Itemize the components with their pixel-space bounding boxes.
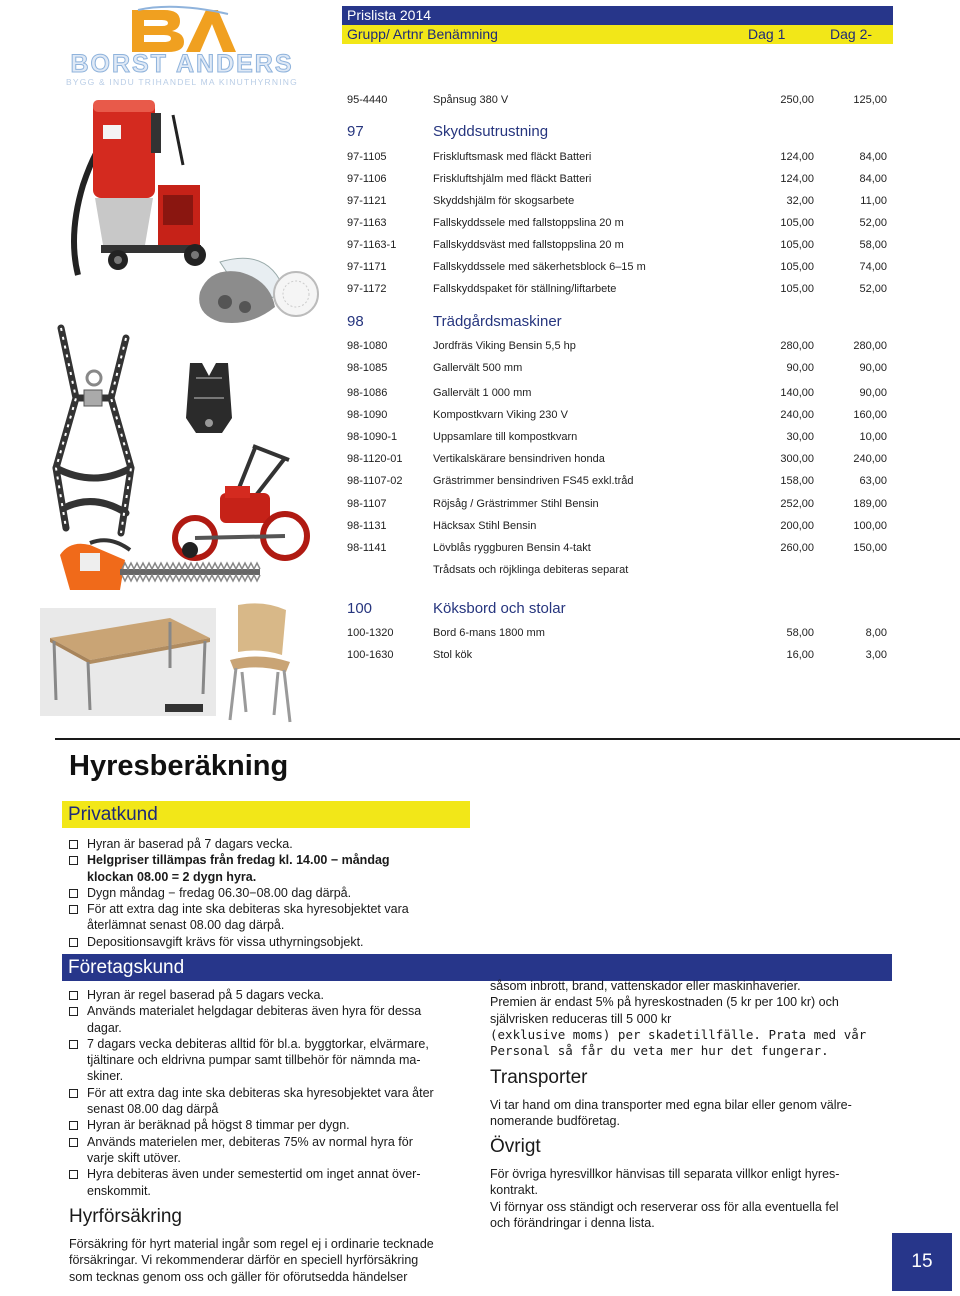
price-list-header: Prislista 2014	[342, 6, 893, 25]
bullet-text-line: Används materialet helgdagar debiteras även hyra för dessa	[87, 1004, 422, 1019]
checkbox-bullet-icon	[69, 1007, 78, 1016]
checkbox-bullet-icon	[69, 889, 78, 898]
text-line: såsom inbrott, brand, vattenskador eller maskinhaverier.	[490, 979, 801, 993]
bullet-text-line: tjältinare och eldrivna pumpar samt tillbehör för nämnda ma-	[87, 1053, 421, 1068]
article-name: Fallskyddsväst med fallstoppslina 20 m	[433, 239, 624, 251]
text-line: och förändringar i denna lista.	[490, 1215, 655, 1230]
article-name: Fallskyddssele med fallstoppslina 20 m	[433, 217, 624, 229]
bullet-text-line: För att extra dag inte ska debiteras ska hyresobjektet vara	[87, 902, 409, 917]
article-code: 97-1106	[347, 173, 387, 185]
price-day1: 158,00	[780, 475, 814, 487]
insurance-heading: Hyrförsäkring	[69, 1206, 182, 1227]
column-header-day1: Dag 1	[748, 26, 786, 42]
checkbox-bullet-icon	[69, 1089, 78, 1098]
price-day1: 200,00	[780, 520, 814, 532]
category-number: 100	[347, 600, 373, 617]
text-line: Vi förnyar oss ständigt och reserverar oss för alla eventuella fel	[490, 1199, 839, 1214]
price-day2: 63,00	[859, 475, 887, 487]
article-name: Skyddshjälm för skogsarbete	[433, 195, 575, 207]
article-name: Kompostkvarn Viking 230 V	[433, 409, 568, 421]
price-day2: 90,00	[859, 387, 887, 399]
table-row	[347, 281, 887, 297]
price-day1: 90,00	[786, 362, 814, 374]
text-line: Premien är endast 5% på hyreskostnaden (5 kr per 100 kr) och	[490, 995, 839, 1010]
bullet-item	[69, 901, 474, 934]
transport-text	[490, 1097, 852, 1130]
price-day2: 8,00	[865, 627, 887, 639]
text-line: försäkringar. Vi rekommenderar därför en speciell hyrförsäkring	[69, 1253, 419, 1268]
table-row	[347, 429, 887, 445]
article-code: 98-1107-02	[347, 475, 403, 487]
article-name: Fallskyddspaket för ställning/liftarbete	[433, 283, 617, 295]
table-row	[347, 215, 887, 231]
price-day1: 124,00	[780, 151, 814, 163]
checkbox-bullet-icon	[69, 905, 78, 914]
price-day2: 150,00	[853, 542, 887, 554]
category-number: 97	[347, 123, 364, 140]
article-code: 98-1141	[347, 542, 387, 554]
bullet-text-line: Hyran är baserad på 7 dagars vecka.	[87, 837, 293, 851]
article-code: 100-1320	[347, 627, 394, 639]
bullet-text-line: Hyran är beräknad på högst 8 timmar per dygn.	[87, 1118, 350, 1133]
bullet-item	[69, 1036, 474, 1085]
checkbox-bullet-icon	[69, 1170, 78, 1179]
bullet-text-line: 7 dagars vecka debiteras alltid för bl.a. byggtorkar, elvärmare,	[87, 1036, 429, 1051]
page-number: 15	[892, 1233, 952, 1291]
bullet-item	[69, 852, 474, 885]
text-line: självrisken reduceras till 5 000 kr	[490, 1011, 672, 1026]
bullet-text-line: enskommit.	[87, 1183, 151, 1198]
price-day1: 240,00	[780, 409, 814, 421]
article-name: Vertikalskärare bensindriven honda	[433, 453, 605, 465]
bullet-text-line: Används materielen mer, debiteras 75% av normal hyra för	[87, 1134, 413, 1149]
category-note: Trådsats och röjklinga debiteras separat	[433, 564, 629, 576]
article-code: 98-1080	[347, 340, 388, 352]
bullet-text-line: Helgpriser tillämpas från fredag kl. 14.00 − måndag	[87, 853, 390, 868]
price-day2: 52,00	[859, 217, 887, 229]
bullet-text-line: skiner.	[87, 1069, 124, 1084]
price-day2: 74,00	[859, 261, 887, 273]
article-code: 98-1090	[347, 409, 388, 421]
bullet-item	[69, 934, 474, 950]
rental-calculation-title: Hyresberäkning	[69, 750, 289, 782]
bullet-text-line: Hyran är regel baserad på 5 dagars vecka.	[87, 988, 324, 1002]
other-text	[490, 1166, 839, 1231]
article-code: 97-1171	[347, 261, 387, 273]
price-day2: 3,00	[865, 649, 887, 661]
bullet-text-line: Hyra debiteras även under semestertid om inget annat över-	[87, 1167, 421, 1182]
checkbox-bullet-icon	[69, 856, 78, 865]
article-name: Gallervält 500 mm	[433, 362, 523, 374]
bullet-item	[69, 836, 474, 852]
table-row	[347, 149, 887, 165]
checkbox-bullet-icon	[69, 991, 78, 1000]
article-code: 98-1085	[347, 362, 388, 374]
table-row	[347, 540, 887, 556]
price-day2: 240,00	[853, 453, 887, 465]
text-line: nomerande budföretag.	[490, 1114, 620, 1129]
price-day1: 280,00	[780, 340, 814, 352]
table-row	[347, 473, 887, 489]
kitchen-chair-image	[224, 600, 300, 725]
article-name: Jordfräs Viking Bensin 5,5 hp	[433, 340, 576, 352]
price-day1: 30,00	[786, 431, 814, 443]
price-day1: 32,00	[786, 195, 814, 207]
price-day2: 10,00	[859, 431, 887, 443]
checkbox-bullet-icon	[69, 1121, 78, 1130]
bullet-text-line: Depositionsavgift krävs för vissa uthyrningsobjekt.	[87, 934, 364, 949]
price-day1: 124,00	[780, 173, 814, 185]
table-row	[347, 625, 887, 641]
table-row	[347, 496, 887, 512]
table-row	[347, 360, 887, 376]
price-day1: 250,00	[780, 94, 814, 106]
checkbox-bullet-icon	[69, 1138, 78, 1147]
category-number: 98	[347, 313, 364, 330]
company-logo	[66, 4, 298, 90]
kitchen-table-image	[40, 608, 216, 716]
price-day2: 11,00	[860, 195, 887, 207]
price-day1: 105,00	[780, 217, 814, 229]
article-name: Friskluftsmask med fläckt Batteri	[433, 151, 592, 163]
article-name: Häcksax Stihl Bensin	[433, 520, 537, 532]
logo-name: BORST ANDERS	[70, 50, 294, 78]
private-customer-heading: Privatkund	[62, 801, 470, 828]
article-code: 97-1172	[347, 283, 387, 295]
article-name: Lövblås ryggburen Bensin 4-takt	[433, 542, 591, 554]
text-line: (exklusive moms) per skadetillfälle. Prata med vår	[490, 1026, 867, 1042]
article-name: Röjsåg / Grästrimmer Stihl Bensin	[433, 498, 599, 510]
price-day2: 84,00	[859, 151, 887, 163]
article-code: 98-1120-01	[347, 453, 403, 465]
category-name: Trädgårdsmaskiner	[433, 313, 562, 330]
price-day2: 160,00	[853, 409, 887, 421]
checkbox-bullet-icon	[69, 938, 78, 947]
bullet-text-line: återlämnat senast 08.00 dag därpå.	[87, 918, 285, 933]
price-day1: 252,00	[780, 498, 814, 510]
text-line: Försäkring för hyrt material ingår som regel ej i ordinarie tecknade	[69, 1237, 434, 1251]
bullet-text-line: senast 08.00 dag därpå	[87, 1102, 219, 1117]
bullet-text-line: varje skift utöver.	[87, 1150, 181, 1165]
article-code: 98-1090-1	[347, 431, 398, 443]
article-code: 97-1121	[347, 195, 387, 207]
logo-tagline: BYGG & INDU TRIHANDEL MA KINUTHYRNING	[66, 77, 298, 87]
price-day1: 58,00	[786, 627, 814, 639]
price-day1: 105,00	[780, 261, 814, 273]
price-day1: 105,00	[780, 239, 814, 251]
article-name: Uppsamlare till kompostkvarn	[433, 431, 578, 443]
fall-harness-image	[36, 318, 156, 548]
article-name: Friskluftshjälm med fläckt Batteri	[433, 173, 592, 185]
article-code: 98-1107	[347, 498, 387, 510]
bullet-item	[69, 1003, 474, 1036]
price-day1: 16,00	[786, 649, 814, 661]
bullet-item	[69, 1085, 474, 1118]
price-day2: 189,00	[853, 498, 887, 510]
bullet-text-line: klockan 08.00 = 2 dygn hyra.	[87, 869, 257, 884]
insurance-text	[69, 1236, 434, 1285]
fall-vest-image	[182, 358, 236, 438]
article-code: 97-1163-1	[347, 239, 397, 251]
bullet-item	[69, 885, 474, 901]
transport-heading: Transporter	[490, 1067, 588, 1088]
private-customer-list	[69, 836, 474, 950]
bullet-item	[69, 1134, 474, 1167]
checkbox-bullet-icon	[69, 840, 78, 849]
company-customer-list	[69, 987, 474, 1199]
bullet-text-line: Dygn måndag − fredag 06.30−08.00 dag därpå.	[87, 885, 352, 900]
price-day1: 300,00	[780, 453, 814, 465]
article-code: 97-1105	[347, 151, 387, 163]
article-name: Grästrimmer bensindriven FS45 exkl.tråd	[433, 475, 634, 487]
text-line: För övriga hyresvillkor hänvisas till separata villkor enligt hyres-	[490, 1167, 840, 1181]
price-day2: 84,00	[859, 173, 887, 185]
article-name: Spånsug 380 V	[433, 94, 509, 106]
table-row	[347, 647, 887, 663]
article-code: 98-1086	[347, 387, 388, 399]
bullet-item	[69, 987, 474, 1003]
table-row	[347, 518, 887, 534]
price-day1: 140,00	[780, 387, 814, 399]
table-row	[347, 338, 887, 354]
table-row	[347, 237, 887, 253]
price-day2: 125,00	[853, 94, 887, 106]
table-row	[347, 259, 887, 275]
column-header-day2: Dag 2-	[830, 26, 873, 42]
article-name: Bord 6-mans 1800 mm	[433, 627, 545, 639]
price-day2: 100,00	[853, 520, 887, 532]
table-row	[347, 451, 887, 467]
price-day2: 52,00	[859, 283, 887, 295]
other-heading: Övrigt	[490, 1136, 541, 1157]
bullet-text-line: dagar.	[87, 1020, 122, 1035]
company-customer-heading: Företagskund	[62, 954, 892, 981]
article-code: 97-1163	[347, 217, 387, 229]
insurance-text-continued	[490, 978, 866, 1059]
price-day2: 280,00	[853, 340, 887, 352]
price-day1: 260,00	[780, 542, 814, 554]
article-name: Stol kök	[433, 649, 473, 661]
table-row	[347, 407, 887, 423]
fresh-air-helmet-image	[190, 252, 320, 332]
checkbox-bullet-icon	[69, 1040, 78, 1049]
article-name: Fallskyddssele med säkerhetsblock 6–15 m	[433, 261, 646, 273]
price-day2: 58,00	[859, 239, 887, 251]
article-code: 95-4440	[347, 94, 388, 106]
article-code: 98-1131	[347, 520, 387, 532]
table-row	[347, 193, 887, 209]
price-day2: 90,00	[859, 362, 887, 374]
bullet-text-line: För att extra dag inte ska debiteras ska hyresobjektet vara åter	[87, 1085, 434, 1100]
column-header-bar	[342, 25, 893, 44]
table-row	[347, 385, 887, 401]
text-line: som tecknas genom oss och gäller för oförutsedda händelser	[69, 1269, 408, 1284]
logo-initials-graphic	[128, 4, 238, 54]
category-name: Skyddsutrustning	[433, 123, 549, 140]
article-code: 100-1630	[347, 649, 394, 661]
text-line: Personal så får du veta mer hur det fungerar.	[490, 1043, 829, 1059]
bullet-item	[69, 1117, 474, 1133]
category-name: Köksbord och stolar	[433, 600, 566, 617]
bullet-item	[69, 1166, 474, 1199]
table-row	[347, 92, 887, 108]
text-line: kontrakt.	[490, 1183, 538, 1198]
article-name: Gallervält 1 000 mm	[433, 387, 532, 399]
column-header-group: Grupp/ Artnr Benämning	[347, 26, 498, 42]
table-row	[347, 171, 887, 187]
section-divider	[55, 738, 960, 740]
text-line: Vi tar hand om dina transporter med egna bilar eller genom välre-	[490, 1098, 852, 1112]
price-day1: 105,00	[780, 283, 814, 295]
